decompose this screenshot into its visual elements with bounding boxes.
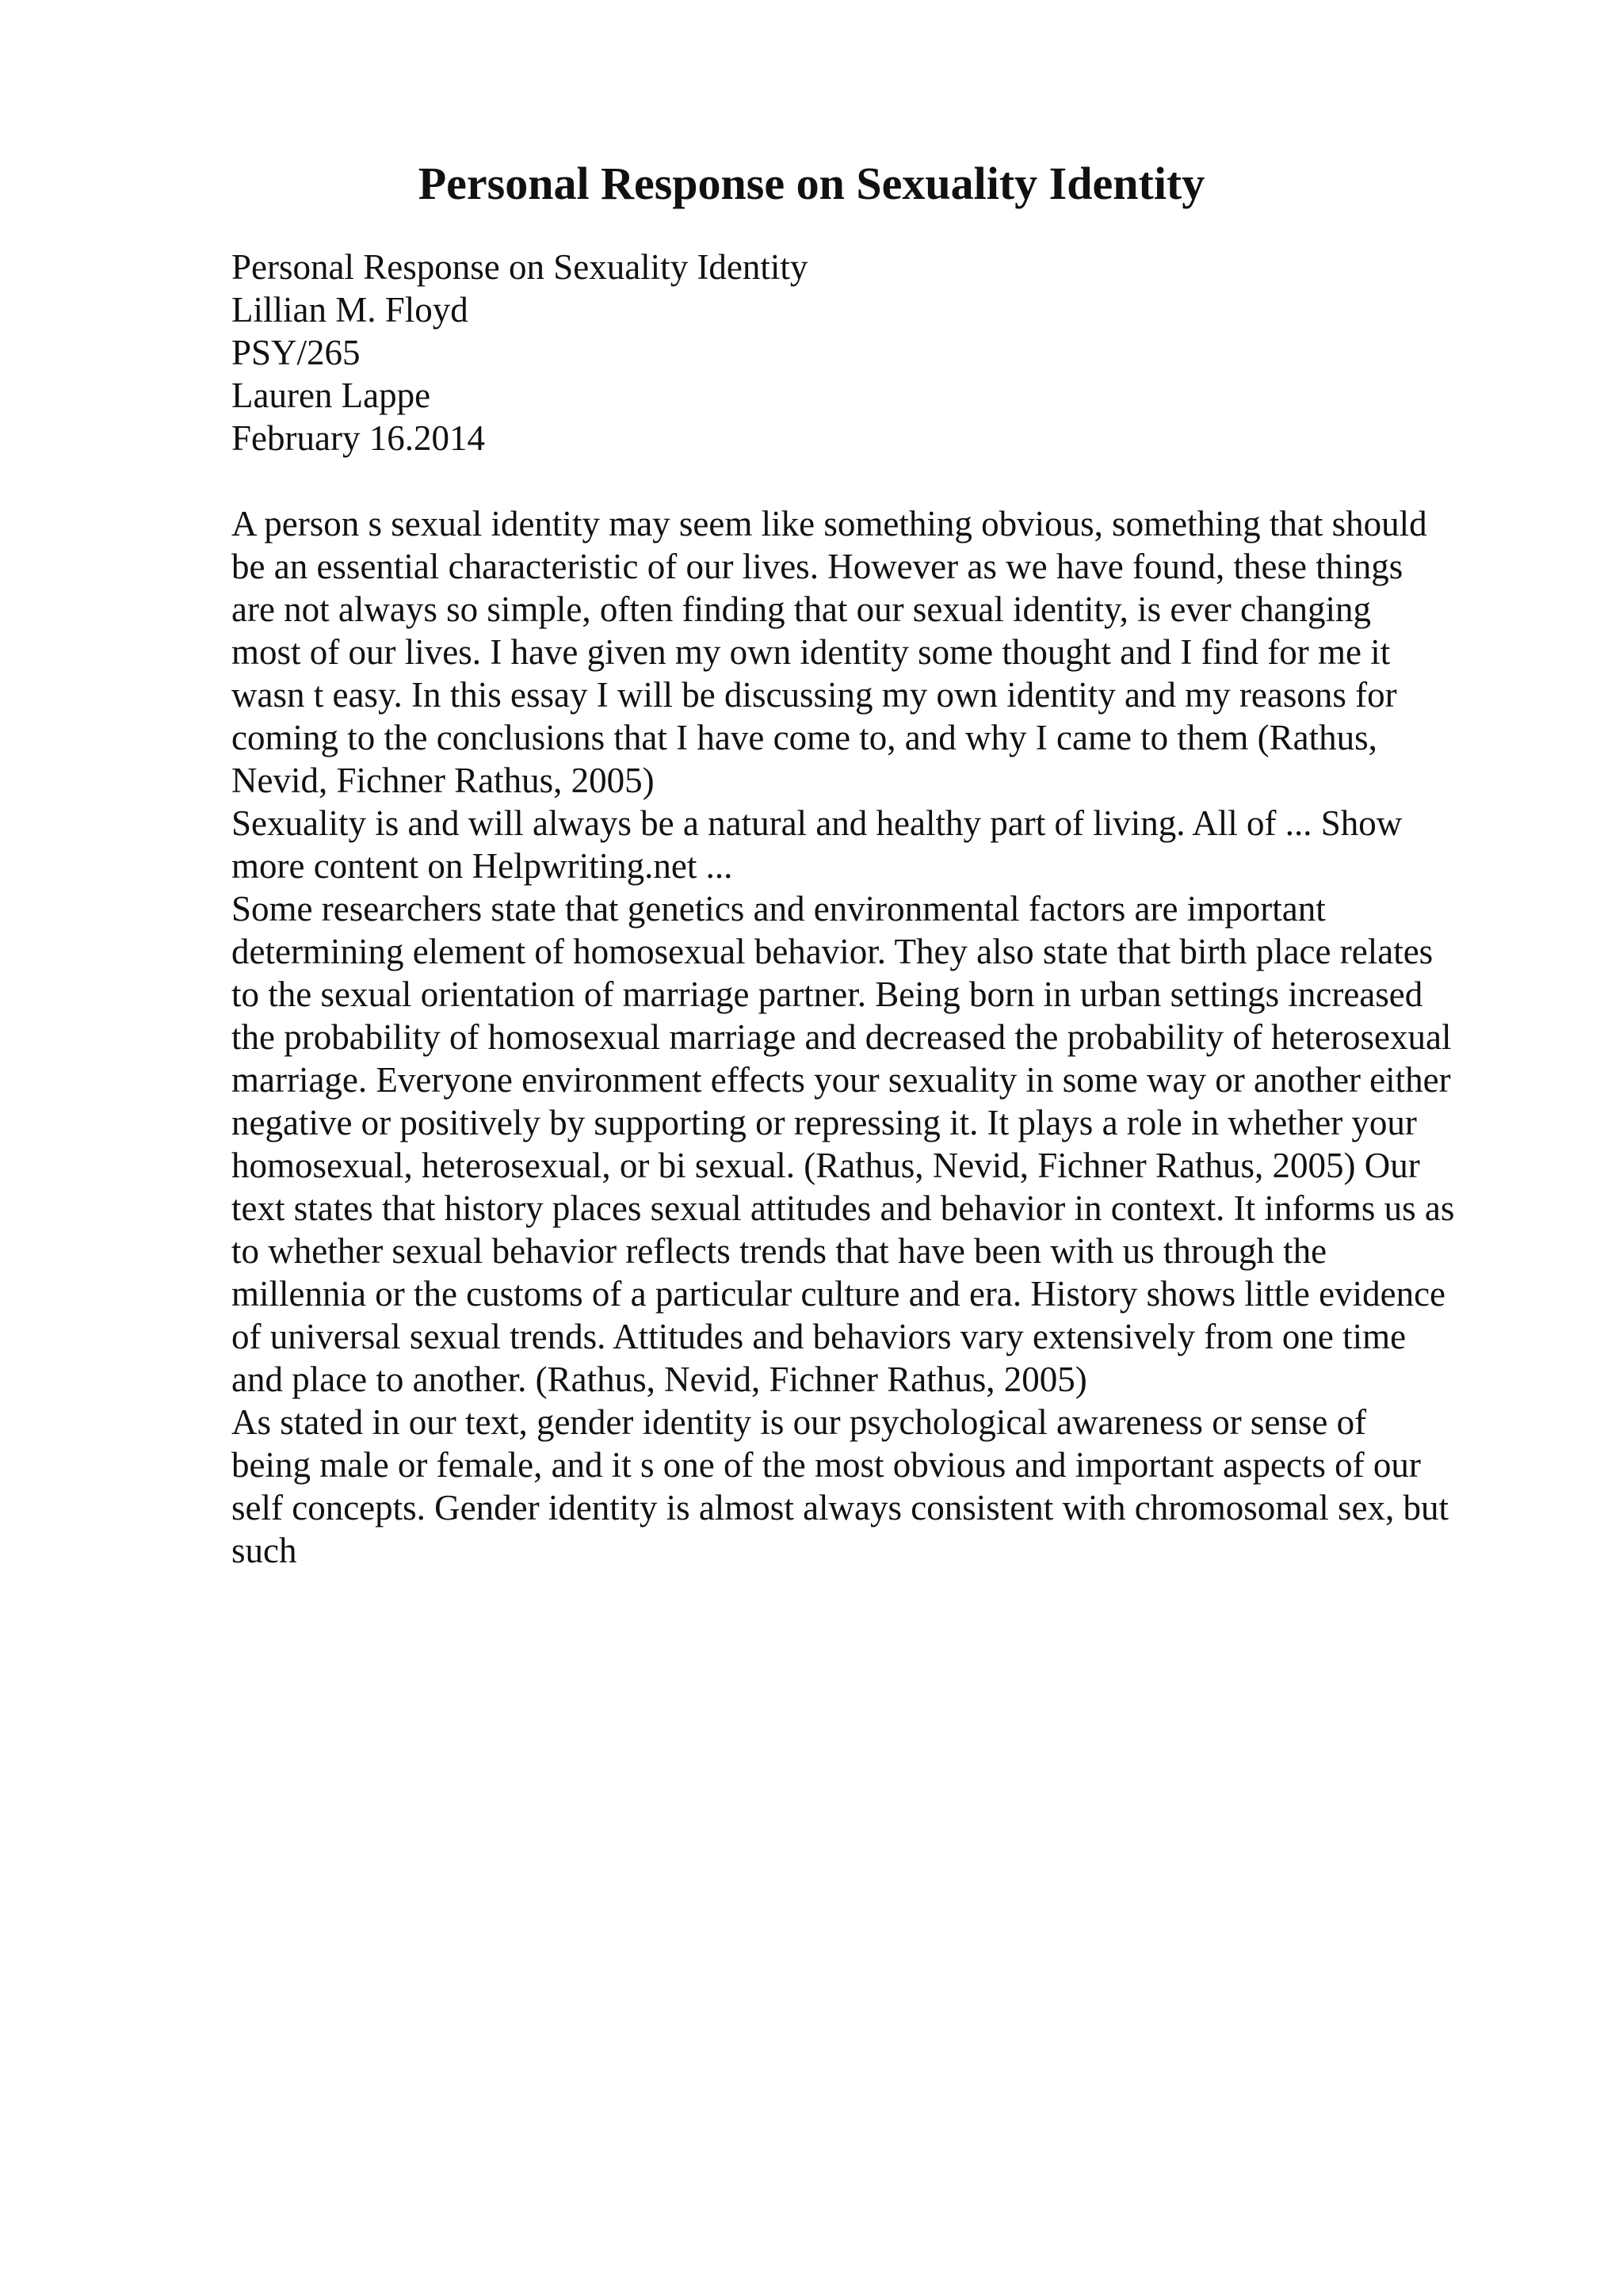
paragraph-line: and place to another. (Rathus, Nevid, Fichner Rathus, 2005) xyxy=(231,1360,1087,1399)
paragraph-line: millennia or the customs of a particular culture and era. History shows little evidence xyxy=(231,1274,1446,1314)
paragraph-line: such xyxy=(231,1531,297,1570)
header-line-title: Personal Response on Sexuality Identity xyxy=(231,247,808,287)
page-title: Personal Response on Sexuality Identity xyxy=(418,158,1205,209)
paragraph-line: to the sexual orientation of marriage partner. Being born in urban settings increased xyxy=(231,974,1423,1014)
paragraph-line: A person s sexual identity may seem like something obvious, something that should xyxy=(231,504,1427,543)
paragraph-line: Sexuality is and will always be a natural and healthy part of living. All of ... Show xyxy=(231,803,1403,843)
paragraph-line: the probability of homosexual marriage and decreased the probability of heterosexual xyxy=(231,1017,1452,1057)
header-block xyxy=(231,246,1515,460)
paragraph-line: are not always so simple, often finding that our sexual identity, is ever changing xyxy=(231,589,1371,629)
header-line-date: February 16.2014 xyxy=(231,418,485,458)
paragraph-line: most of our lives. I have given my own identity some thought and I find for me it xyxy=(231,632,1391,672)
header-line-course: PSY/265 xyxy=(231,333,361,372)
paragraph-line: Nevid, Fichner Rathus, 2005) xyxy=(231,761,655,800)
paragraph-line: homosexual, heterosexual, or bi sexual. (Rathus, Nevid, Fichner Rathus, 2005) Our xyxy=(231,1146,1420,1185)
paragraph-line: be an essential characteristic of our lives. However as we have found, these things xyxy=(231,547,1403,586)
paragraph-line: Some researchers state that genetics and environmental factors are important xyxy=(231,889,1326,929)
paragraph-line: negative or positively by supporting or repressing it. It plays a role in whether your xyxy=(231,1103,1417,1142)
paragraph-1 xyxy=(231,502,1515,802)
paragraph-line: of universal sexual trends. Attitudes and behaviors vary extensively from one time xyxy=(231,1317,1407,1356)
paragraph-line: coming to the conclusions that I have come to, and why I came to them (Rathus, xyxy=(231,718,1377,757)
paragraph-line: As stated in our text, gender identity is our psychological awareness or sense of xyxy=(231,1402,1367,1442)
paragraph-line: determining element of homosexual behavior. They also state that birth place relates xyxy=(231,932,1434,971)
document-body xyxy=(231,246,1515,1572)
paragraph-line: wasn t easy. In this essay I will be discussing my own identity and my reasons for xyxy=(231,675,1397,715)
paragraph-line: to whether sexual behavior reflects trends that have been with us through the xyxy=(231,1231,1327,1271)
paragraph-line: being male or female, and it s one of the most obvious and important aspects of our xyxy=(231,1445,1421,1485)
paragraph-line: self concepts. Gender identity is almost always consistent with chromosomal sex, but xyxy=(231,1488,1449,1527)
header-line-instructor: Lauren Lappe xyxy=(231,376,431,415)
paragraph-line: text states that history places sexual attitudes and behavior in context. It informs us as xyxy=(231,1188,1455,1228)
paragraph-line: marriage. Everyone environment effects your sexuality in some way or another either xyxy=(231,1060,1451,1100)
header-line-author: Lillian M. Floyd xyxy=(231,290,468,330)
paragraph-line: more content on Helpwriting.net ... xyxy=(231,846,733,886)
paragraph-3 xyxy=(231,887,1515,1401)
paragraph-2 xyxy=(231,802,1515,887)
paragraph-4 xyxy=(231,1401,1515,1572)
